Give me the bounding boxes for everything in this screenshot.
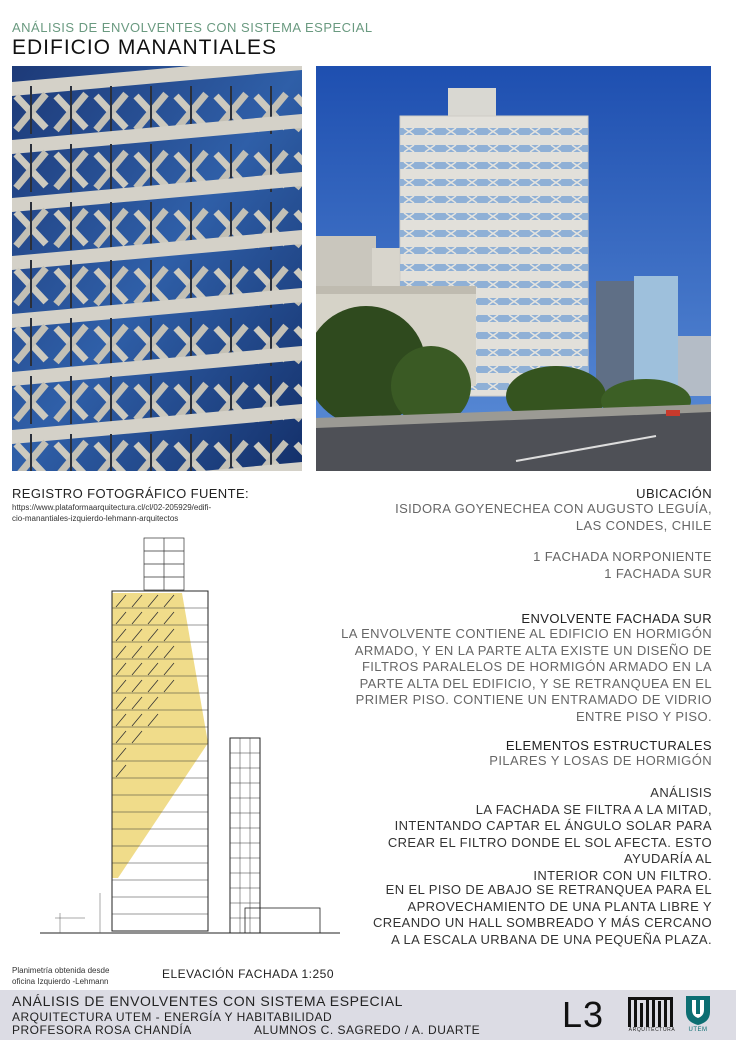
page-kicker: ANÁLISIS DE ENVOLVENTES CON SISTEMA ESPECIAL bbox=[12, 20, 373, 35]
elevation-drawing bbox=[40, 533, 340, 973]
source-url-line-2[interactable]: cio-manantiales-izquierdo-lehmann-arquitectos bbox=[12, 514, 179, 523]
footer-title: ANÁLISIS DE ENVOLVENTES CON SISTEMA ESPECIAL bbox=[12, 993, 404, 1009]
envelope-section bbox=[332, 611, 712, 725]
footer-professor: PROFESORA ROSA CHANDÍA bbox=[12, 1023, 192, 1037]
analysis-line-4: AYUDARÍA AL bbox=[624, 851, 712, 866]
utem-logo-text: UTEM bbox=[688, 1027, 708, 1033]
footer bbox=[0, 990, 736, 1040]
analysis-heading: ANÁLISIS bbox=[650, 785, 712, 800]
envelope-line-1: LA ENVOLVENTE CONTIENE AL EDIFICIO EN HORMIGÓN bbox=[341, 626, 712, 641]
envelope-line-4: PARTE ALTA DEL EDIFICIO, Y SE RETRANQUEA EN EL bbox=[359, 675, 712, 691]
footer-students: ALUMNOS C. SAGREDO / A. DUARTE bbox=[254, 1023, 481, 1037]
location-line-1: ISIDORA GOYENECHEA CON AUGUSTO LEGUÍA, bbox=[395, 501, 712, 516]
drawing-credit-line-2: oficina Izquierdo -Lehmann bbox=[12, 977, 109, 986]
structure-section bbox=[489, 738, 712, 770]
drawing-credit-line-1: Planimetría obtenida desde bbox=[12, 966, 110, 975]
envelope-line-2: ARMADO, Y EN LA PARTE ALTA EXISTE UN DISEÑO DE bbox=[354, 642, 712, 658]
tower-street-image bbox=[316, 66, 711, 471]
analysis-line-1: LA FACHADA SE FILTRA A LA MITAD, bbox=[475, 801, 712, 817]
facade-closeup-photo bbox=[12, 66, 302, 471]
ground-floor-line-2: APROVECHAMIENTO DE UNA PLANTA LIBRE Y bbox=[407, 898, 712, 914]
location-heading: UBICACIÓN bbox=[636, 486, 712, 501]
analysis-line-5: INTERIOR CON UN FILTRO. bbox=[533, 867, 712, 883]
elevation-label: ELEVACIÓN FACHADA 1:250 bbox=[162, 967, 335, 981]
location-line-2: LAS CONDES, CHILE bbox=[575, 517, 712, 533]
arquitectura-logo-text: ARQUITECTURA bbox=[628, 1027, 676, 1033]
drawing-credit bbox=[12, 965, 109, 987]
page-title: EDIFICIO MANANTIALES bbox=[12, 36, 278, 59]
analysis-line-2: INTENTANDO CAPTAR EL ÁNGULO SOLAR PARA bbox=[394, 818, 712, 833]
tower-street-photo bbox=[316, 66, 711, 471]
elevation-drawing-svg bbox=[40, 533, 340, 973]
facades-section bbox=[533, 549, 712, 582]
structure-line-1: PILARES Y LOSAS DE HORMIGÓN bbox=[489, 753, 712, 768]
photo-source-label: REGISTRO FOTOGRÁFICO FUENTE: bbox=[12, 486, 250, 501]
footer-course: ARQUITECTURA UTEM - ENERGÍA Y HABITABILIDAD bbox=[12, 1010, 333, 1024]
location-section bbox=[395, 486, 712, 534]
envelope-line-3: FILTROS PARALELOS DE HORMIGÓN ARMADO EN LA bbox=[361, 659, 712, 674]
facade-line-1: 1 FACHADA NORPONIENTE bbox=[533, 549, 712, 564]
envelope-line-5: PRIMER PISO. CONTIENE UN ENTRAMADO DE VIDRIO bbox=[355, 692, 712, 707]
ground-floor-section bbox=[332, 882, 712, 948]
photo-source-url[interactable] bbox=[12, 502, 302, 524]
utem-logo-icon bbox=[684, 994, 712, 1026]
facade-closeup-image bbox=[12, 66, 302, 471]
source-url-line-1[interactable]: https://www.plataformaarquitectura.cl/cl/02-205929/edifi- bbox=[12, 503, 212, 512]
ground-floor-line-3: CREANDO UN HALL SOMBREADO Y MÁS CERCANO bbox=[373, 915, 712, 930]
sheet-code: L3 bbox=[562, 994, 605, 1035]
analysis-section bbox=[372, 785, 712, 884]
ground-floor-line-1: EN EL PISO DE ABAJO SE RETRANQUEA PARA EL bbox=[385, 882, 712, 897]
envelope-heading: ENVOLVENTE FACHADA SUR bbox=[521, 611, 712, 626]
structure-heading: ELEMENTOS ESTRUCTURALES bbox=[505, 738, 712, 753]
ground-floor-line-4: A LA ESCALA URBANA DE UNA PEQUEÑA PLAZA. bbox=[391, 931, 712, 947]
analysis-line-3: CREAR EL FILTRO DONDE EL SOL AFECTA. ESTO bbox=[387, 834, 712, 850]
envelope-line-6: ENTRE PISO Y PISO. bbox=[575, 708, 712, 724]
facade-line-2: 1 FACHADA SUR bbox=[604, 565, 712, 581]
